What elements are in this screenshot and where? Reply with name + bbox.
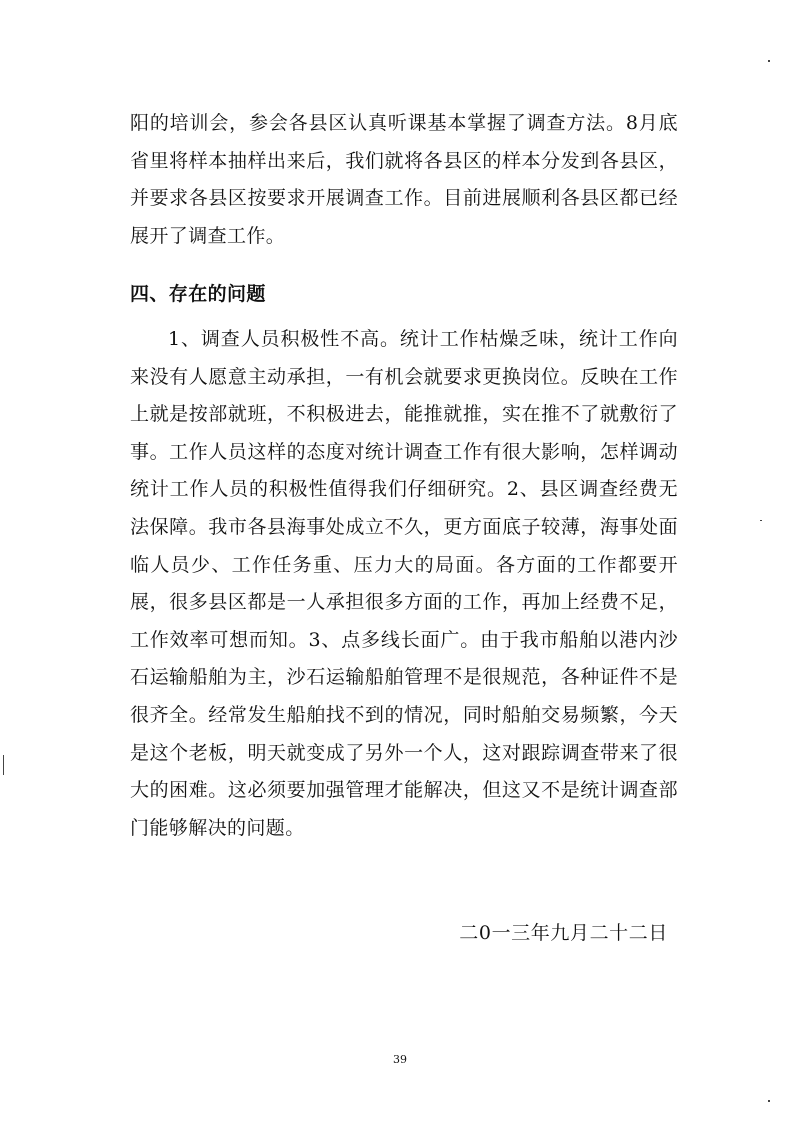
section-heading-problems: 四、存在的问题 xyxy=(130,283,266,305)
scan-speck xyxy=(760,520,762,521)
scan-speck xyxy=(768,60,770,62)
scan-speck xyxy=(3,755,4,775)
document-date: 二0一三年九月二十二日 xyxy=(459,922,668,944)
page-number: 39 xyxy=(393,1053,407,1066)
paragraph-problems: 1、调查人员积极性不高。统计工作枯燥乏味，统计工作向来没有人愿意主动承担，一有机会就要求更换岗位。反映在工作上就是按部就班，不积极进去，能推就推，实在推不了就敷衍了事。工作人员这样的态度对统计调查工作有很大影响，怎样调动统计工作人员的积极性值得我们仔细研究。2、县区调查经费无法保障。我市各县海事处成立不久，更方面底子较薄，海事处面临人员少、工作任务重、压力大的局面。各方面的工作都要开展，很多县区都是一人承担很多方面的工作，再加上经费不足，工作效率可想而知。3、点多线长面广。由于我市船舶以港内沙石运输船舶为主，沙石运输船舶管理不是很规范，各种证件不是很齐全。经常发生船舶找不到的情况，同时船舶交易频繁，今天是这个老板，明天就变成了另外一个人，这对跟踪调查带来了很大的困难。这必须要加强管理才能解决，但这又不是统计调查部门能够解决的问题。 xyxy=(130,328,678,839)
scan-speck xyxy=(768,1100,770,1102)
paragraph-training-progress: 阳的培训会，参会各县区认真听课基本掌握了调查方法。8月底省里将样本抽样出来后，我们就将各县区的样本分发到各县区，并要求各县区按要求开展调查工作。目前进展顺利各县区都已经展开了调查工作。 xyxy=(130,112,678,247)
